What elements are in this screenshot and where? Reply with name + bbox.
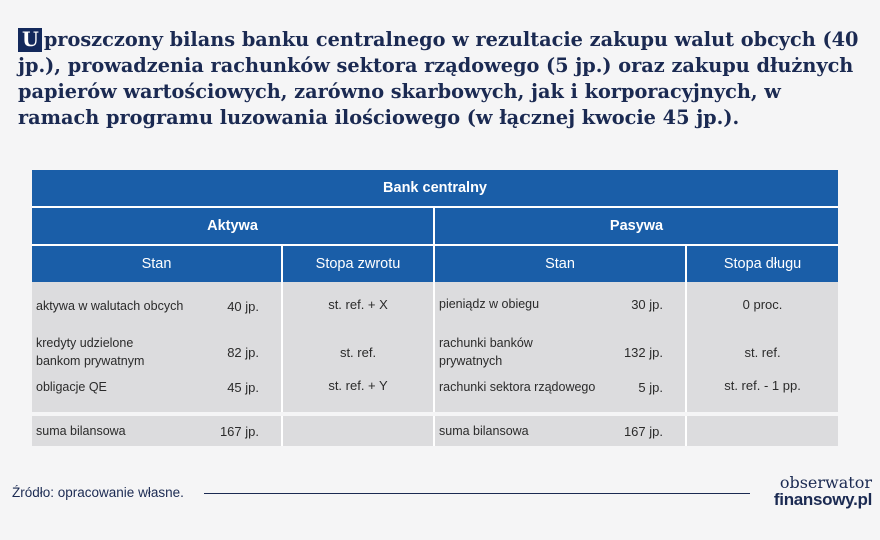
table-row [32, 326, 838, 378]
source-note: Źródło: opracowanie własne. [12, 485, 184, 500]
asset-value: 40 jp. [227, 298, 259, 314]
liabilities-header: Pasywa [434, 207, 838, 245]
table-row [32, 378, 838, 412]
assets-return-header: Stopa zwrotu [282, 245, 434, 282]
liability-value: 132 jp. [623, 344, 663, 360]
footer-divider [204, 493, 750, 494]
page-title [18, 27, 868, 131]
table-row [32, 282, 838, 326]
asset-label: kredyty udzielone bankom prywatnym [36, 336, 145, 368]
asset-value: 45 jp. [227, 379, 259, 395]
liability-rate: st. ref. [686, 326, 838, 378]
liability-label: pieniądz w obiegu [439, 297, 540, 311]
liability-label: rachunki sektora rządowego [439, 380, 596, 394]
liability-rate: st. ref. - 1 pp. [686, 378, 838, 412]
liability-label: rachunki banków prywatnych [439, 336, 533, 368]
liability-sum-label: suma bilansowa [439, 424, 529, 438]
sum-row [32, 416, 838, 446]
liability-value: 5 jp. [638, 379, 663, 395]
balance-sheet-table [32, 170, 838, 446]
table-header-bank: Bank centralny [32, 170, 838, 207]
liabilities-state-header: Stan [434, 245, 686, 282]
assets-state-header: Stan [32, 245, 282, 282]
liability-value: 30 jp. [631, 296, 663, 312]
assets-header: Aktywa [32, 207, 434, 245]
asset-rate: st. ref. + Y [282, 378, 434, 412]
logo-line-2: finansowy.pl [773, 490, 872, 509]
asset-label: obligacje QE [36, 380, 107, 394]
liability-rate: 0 proc. [686, 282, 838, 326]
asset-label: aktywa w walutach obcych [36, 299, 184, 313]
publisher-logo [760, 474, 872, 508]
title-text: proszczony bilans banku centralnego w rezultacie zakupu walut obcych (40 jp.), prowadzenia rachunków sektora rządowego (5 jp.) oraz zakupu dłużnych papierów wartościowych, zarówno skarbowych, jak i korporacyjnych, w ramach programu luzowania ilościowego (w łącznej kwocie 45 jp.). [18, 28, 859, 129]
liabilities-debt-header: Stopa długu [686, 245, 838, 282]
asset-sum-label: suma bilansowa [36, 424, 126, 438]
liability-sum-value: 167 jp. [623, 423, 663, 439]
logo-line-1: obserwator [779, 473, 872, 492]
asset-value: 82 jp. [227, 344, 259, 360]
drop-cap: U [18, 28, 42, 52]
asset-rate: st. ref. + X [282, 282, 434, 326]
asset-rate: st. ref. [282, 326, 434, 378]
asset-sum-value: 167 jp. [219, 423, 259, 439]
